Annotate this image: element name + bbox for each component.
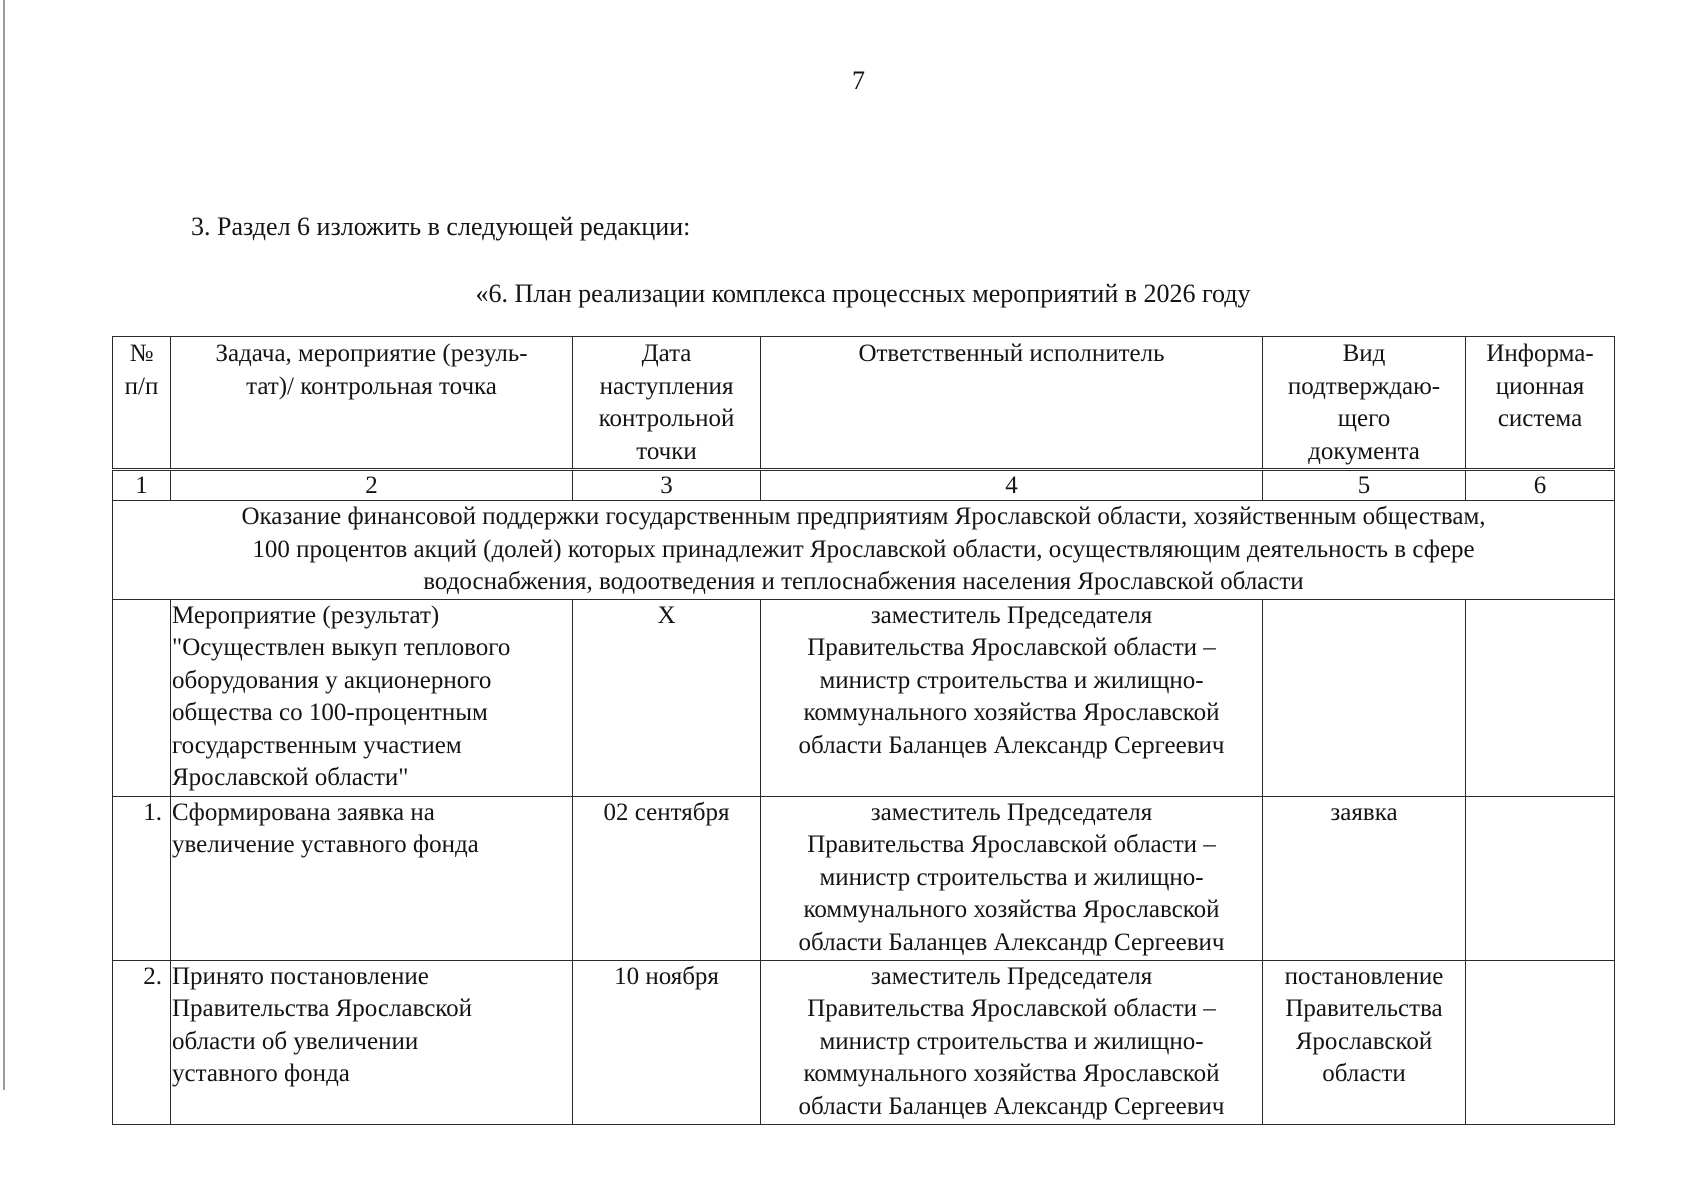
row-number: 1.: [113, 796, 171, 960]
column-number: 3: [573, 470, 761, 501]
row-document: заявка: [1263, 796, 1466, 960]
table-row: [113, 960, 1615, 1124]
header-task: Задача, мероприятие (резуль- тат)/ контрольная точка: [171, 337, 573, 470]
instruction-text: 3. Раздел 6 изложить в следующей редакции:: [191, 212, 691, 241]
row-task: Сформирована заявка на увеличение уставного фонда: [171, 796, 573, 960]
row-task: Мероприятие (результат) "Осуществлен выкуп теплового оборудования у акционерного общества со 100-процентным государственным участием Ярославской области": [171, 599, 573, 796]
table-row: [113, 796, 1615, 960]
header-date: Дата наступления контрольной точки: [573, 337, 761, 470]
page-number: 7: [852, 66, 865, 95]
section-title: Оказание финансовой поддержки государственным предприятиям Ярославской области, хозяйственным обществам, 100 процентов акций (долей) которых принадлежит Ярославской области, осуществляющим деятельность в сфере водоснабжения, водоотведения и теплоснабжения населения Ярославской области: [113, 501, 1615, 600]
plan-table: [112, 336, 1615, 1125]
column-number: 1: [113, 470, 171, 501]
row-executor: заместитель Председателя Правительства Ярославской области – министр строительства и жилищно- коммунального хозяйства Ярославской области Баланцев Александр Сергеевич: [761, 960, 1263, 1124]
column-numbers-row: [113, 470, 1615, 501]
header-executor: Ответственный исполнитель: [761, 337, 1263, 470]
column-number: 6: [1466, 470, 1615, 501]
row-date: 10 ноября: [573, 960, 761, 1124]
column-number: 5: [1263, 470, 1466, 501]
row-system: [1466, 960, 1615, 1124]
row-executor: заместитель Председателя Правительства Ярославской области – министр строительства и жилищно- коммунального хозяйства Ярославской области Баланцев Александр Сергеевич: [761, 796, 1263, 960]
scan-left-edge: [3, 0, 5, 1090]
row-number: 2.: [113, 960, 171, 1124]
row-date: 02 сентября: [573, 796, 761, 960]
column-number: 2: [171, 470, 573, 501]
row-document: [1263, 599, 1466, 796]
header-document: Вид подтверждаю- щего документа: [1263, 337, 1466, 470]
row-system: [1466, 796, 1615, 960]
header-number: № п/п: [113, 337, 171, 470]
row-task: Принято постановление Правительства Ярославской области об увеличении уставного фонда: [171, 960, 573, 1124]
table-header-row: [113, 337, 1615, 470]
table-row: [113, 599, 1615, 796]
row-date: Х: [573, 599, 761, 796]
plan-heading: «6. План реализации комплекса процессных мероприятий в 2026 году: [475, 279, 1251, 308]
row-document: постановление Правительства Ярославской области: [1263, 960, 1466, 1124]
header-system: Информа- ционная система: [1466, 337, 1615, 470]
column-number: 4: [761, 470, 1263, 501]
row-executor: заместитель Председателя Правительства Ярославской области – министр строительства и жилищно- коммунального хозяйства Ярославской области Баланцев Александр Сергеевич: [761, 599, 1263, 796]
section-row: [113, 501, 1615, 600]
row-number: [113, 599, 171, 796]
row-system: [1466, 599, 1615, 796]
